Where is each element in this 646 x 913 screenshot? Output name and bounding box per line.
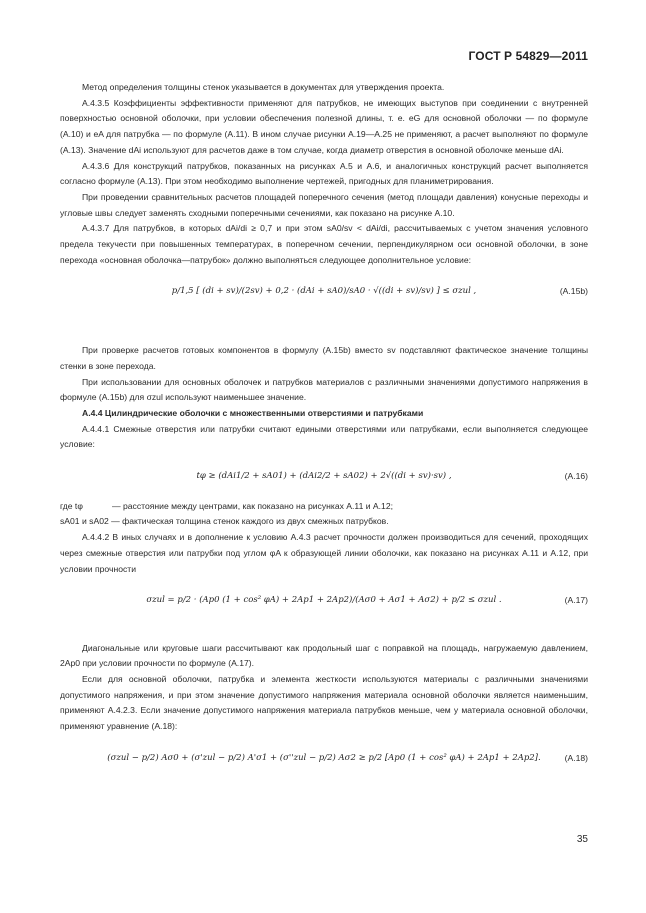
formula-a16-number: (А.16) <box>564 470 588 481</box>
paragraph-a441: А.4.4.1 Смежные отверстия или патрубки считают едиными отверстиями или патрубками, если выполняется следующее условие: <box>60 423 588 450</box>
formula-a15b <box>60 284 588 312</box>
paragraph-comparison: При проведении сравнительных расчетов площадей поперечного сечения (метод площади давления) конусные переходы и угловые швы следует заменять сходными поперечными сечениями, как показано на рисунке А.10. <box>60 191 588 218</box>
paragraph-a437: А.4.3.7 Для патрубков, в которых dAi/di ≥ 0,7 и при этом sA0/sv < dAi/di, рассчитываемых с учетом значения условного предела текучести при повышенных температурах, в поперечном сечении, перпендикулярном оси основной оболочки, в зоне перехода «основная оболочка—патрубок» должно выполняться следующее дополнительное условие: <box>60 223 588 265</box>
body-text <box>60 80 588 781</box>
formula-a18-number: (А.18) <box>564 752 588 763</box>
formula-a18 <box>60 751 588 781</box>
formula-a17-number: (А.17) <box>564 594 588 605</box>
formula-a15b-number: (А.15b) <box>559 286 588 297</box>
paragraph-a436: А.4.3.6 Для конструкций патрубков, показанных на рисунках А.5 и А.6, и аналогичных конструкций расчет выполняется согласно формуле (А.13). При этом необходимо выполнение чертежей, пригодных для планиметрирования. <box>60 160 588 187</box>
paragraph-materials: При использовании для основных оболочек и патрубков материалов с различными значениями допустимого напряжения в формуле (А.15b) для σzul используют наименьшее значение. <box>60 376 588 403</box>
section-heading-a44: А.4.4 Цилиндрические оболочки с множественными отверстиями и патрубками <box>82 407 424 418</box>
formula-a18-text: (σzul − p/2) Aσ0 + (σ'zul − p/2) A'σ1 + (σ''zul − p/2) Aσ2 ≥ p/2 [Ap0 (1 + cos² φA) + 2Ap1 + 2Ap2]. <box>107 752 541 763</box>
formula-a17 <box>60 593 588 625</box>
formula-a17-text: σzul = p/2 · (Ap0 (1 + cos² φA) + 2Ap1 + 2Ap2)/(Aσ0 + Aσ1 + Aσ2) + p/2 ≤ σzul . <box>146 594 502 605</box>
paragraph-different-materials: Если для основной оболочки, патрубка и элемента жесткости используются материалы с различными значениями допустимого напряжения, и при этом значение допустимого напряжения материала основной оболочки является наименьшим, применяют А.4.2.3. Если значение допустимого напряжения материала патрубков меньше, чем у материала основной оболочки, применяют уравнение (А.18): <box>60 674 588 732</box>
where-description: — расстояние между центрами, как показано на рисунках А.11 и А.12; <box>112 500 393 511</box>
where-symbol: где tφ <box>60 500 83 511</box>
where-line-1 <box>60 499 588 515</box>
formula-a16-text: tφ ≥ (dAi1/2 + sA01) + (dAi2/2 + sA02) + 2√((di + sv)·sv) , <box>196 470 452 481</box>
paragraph-check: При проверке расчетов готовых компонентов в формулу (А.15b) вместо sv подставляют фактическое значение толщины стенки в зоне перехода. <box>60 345 588 371</box>
page-number: 35 <box>576 834 588 845</box>
paragraph-a435: А.4.3.5 Коэффициенты эффективности применяют для патрубков, не имеющих выступов при соединении с внутренней поверхностью основной оболочки, при условии обеспечения полезной длины, т. е. eG для основной оболочки — по формуле (А.10) и eA для патрубка — по формуле (А.11). В ином случае рисунки А.19—А.25 не применяют, а расчет выполняют по формуле (А.13). Значение dAi используют для расчетов даже в том случае, когда диаметр отверстия в основной оболочке меньше dAi. <box>60 97 588 155</box>
paragraph-diagonal: Диагональные или круговые шаги рассчитывают как продольный шаг с поправкой на площадь, нагружаемую давлением, 2Ap0 при условии прочности по формуле (А.17). <box>60 642 588 669</box>
standard-header: ГОСТ Р 54829—2011 <box>468 49 588 63</box>
paragraph-a442: А.4.4.2 В иных случаях и в дополнение к условию А.4.3 расчет прочности должен производиться для сечений, проходящих через смежные отверстия или патрубки под углом φA к образующей линии оболочки, как показано на рисунках А.11 и А.12, при условии прочности <box>60 532 588 574</box>
formula-a16 <box>60 469 588 499</box>
formula-a15b-text: p/1,5 [ (di + sv)/(2sv) + 0,2 · (dAi + sA0)/sA0 · √((di + sv)/sv) ] ≤ σzul , <box>171 286 477 297</box>
paragraph-1: Метод определения толщины стенок указывается в документах для утверждения проекта. <box>82 82 445 92</box>
where-line-2: sA01 и sA02 — фактическая толщина стенок каждого из двух смежных патрубков. <box>60 516 389 527</box>
